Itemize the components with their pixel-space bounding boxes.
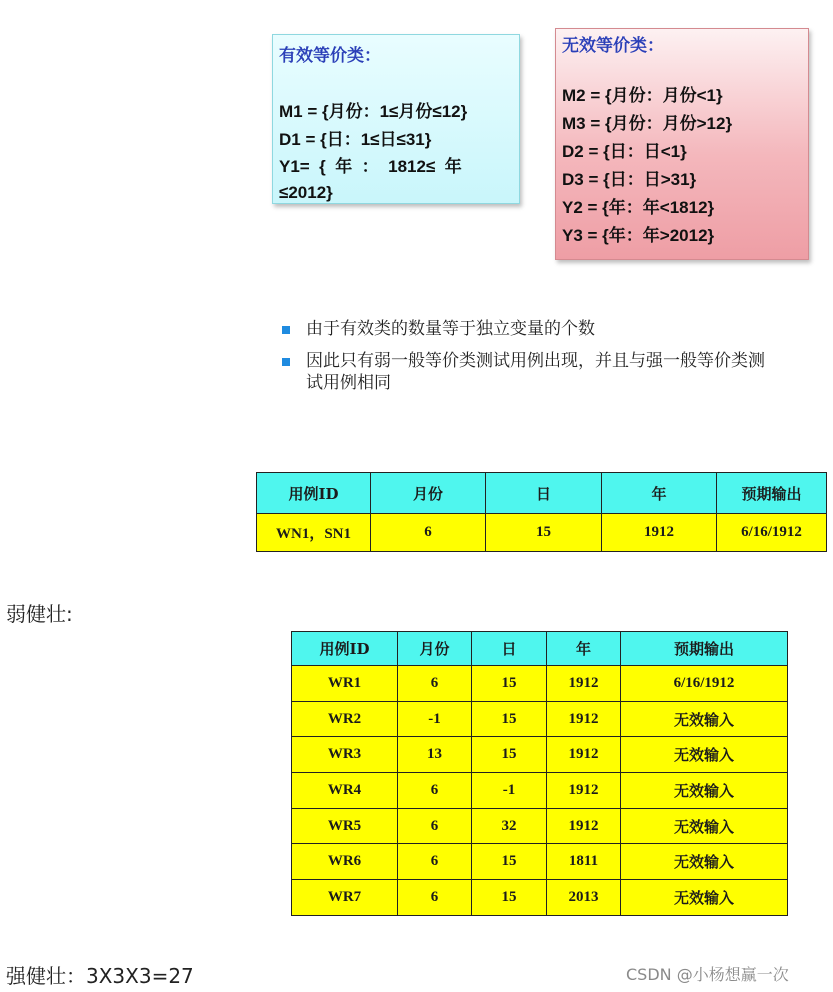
table-row — [292, 701, 788, 737]
cell-month: -1 — [398, 701, 472, 737]
cell-expected-output: 无效输入 — [621, 880, 788, 916]
header-case-id: 用例ID — [292, 632, 398, 666]
table-row — [257, 514, 827, 552]
normal-test-case-table — [256, 472, 827, 552]
valid-classes-title: 有效等价类： — [279, 46, 381, 66]
cell-year: 1912 — [547, 666, 621, 702]
cell-month: 6 — [398, 666, 472, 702]
table-row — [292, 808, 788, 844]
bullet-item — [282, 318, 802, 340]
cell-day: 15 — [486, 514, 602, 552]
cell-day: 15 — [472, 880, 547, 916]
csdn-watermark: CSDN @小杨想赢一次 — [626, 965, 789, 984]
cell-expected-output: 6/16/1912 — [717, 514, 827, 552]
cell-expected-output: 无效输入 — [621, 808, 788, 844]
bullet-text: 因此只有弱一般等价类测试用例出现，并且与强一般等价类测试用例相同 — [306, 351, 765, 393]
cell-case-id: WR3 — [292, 737, 398, 773]
bullet-list — [282, 318, 802, 404]
cell-day: 15 — [472, 737, 547, 773]
bullet-item — [282, 350, 776, 394]
cell-case-id: WR7 — [292, 880, 398, 916]
header-month: 月份 — [398, 632, 472, 666]
cell-day: 15 — [472, 666, 547, 702]
cell-case-id: WR5 — [292, 808, 398, 844]
table-header-row — [292, 632, 788, 666]
header-case-id: 用例ID — [257, 473, 371, 514]
invalid-class-d3: D3 = {日：日>31} — [562, 170, 697, 189]
table-row — [292, 880, 788, 916]
weak-robust-label: 弱健壮: — [6, 602, 73, 626]
invalid-classes-box — [555, 28, 809, 260]
cell-year: 1912 — [547, 808, 621, 844]
header-month: 月份 — [371, 473, 486, 514]
table-row — [292, 773, 788, 809]
header-day: 日 — [486, 473, 602, 514]
table-row — [292, 737, 788, 773]
header-expected-output: 预期输出 — [717, 473, 827, 514]
table-row — [292, 844, 788, 880]
cell-month: 6 — [398, 808, 472, 844]
invalid-class-d2: D2 = {日：日<1} — [562, 142, 687, 161]
valid-class-y1-line2: ≤2012} — [279, 183, 333, 202]
invalid-class-m2: M2 = {月份：月份<1} — [562, 86, 723, 105]
cell-year: 1912 — [602, 514, 717, 552]
cell-month: 6 — [398, 880, 472, 916]
cell-day: -1 — [472, 773, 547, 809]
cell-expected-output: 无效输入 — [621, 773, 788, 809]
strong-robust-label: 强健壮：3X3X3=27 — [6, 964, 194, 988]
cell-case-id: WR2 — [292, 701, 398, 737]
cell-expected-output: 无效输入 — [621, 844, 788, 880]
cell-expected-output: 6/16/1912 — [621, 666, 788, 702]
header-expected-output: 预期输出 — [621, 632, 788, 666]
cell-day: 32 — [472, 808, 547, 844]
cell-expected-output: 无效输入 — [621, 701, 788, 737]
cell-case-id: WR4 — [292, 773, 398, 809]
valid-classes-box — [272, 34, 520, 204]
invalid-classes-title: 无效等价类： — [562, 36, 664, 56]
valid-class-m1: M1 = {月份：1≤月份≤12} — [279, 102, 468, 121]
header-year: 年 — [602, 473, 717, 514]
cell-month: 13 — [398, 737, 472, 773]
table-row — [292, 666, 788, 702]
cell-month: 6 — [398, 773, 472, 809]
cell-month: 6 — [398, 844, 472, 880]
cell-year: 1912 — [547, 773, 621, 809]
cell-month: 6 — [371, 514, 486, 552]
cell-case-id: WR1 — [292, 666, 398, 702]
cell-year: 2013 — [547, 880, 621, 916]
cell-expected-output: 无效输入 — [621, 737, 788, 773]
cell-year: 1811 — [547, 844, 621, 880]
cell-case-id: WR6 — [292, 844, 398, 880]
cell-day: 15 — [472, 844, 547, 880]
valid-class-y1-line1: Y1= { 年 ： 1812≤ 年 — [279, 157, 462, 176]
header-day: 日 — [472, 632, 547, 666]
header-year: 年 — [547, 632, 621, 666]
invalid-class-m3: M3 = {月份：月份>12} — [562, 114, 733, 133]
square-bullet-icon — [282, 358, 290, 366]
cell-case-id: WN1，SN1 — [257, 514, 371, 552]
square-bullet-icon — [282, 326, 290, 334]
cell-day: 15 — [472, 701, 547, 737]
cell-year: 1912 — [547, 737, 621, 773]
table-header-row — [257, 473, 827, 514]
invalid-class-y3: Y3 = {年：年>2012} — [562, 226, 715, 245]
bullet-text: 由于有效类的数量等于独立变量的个数 — [306, 319, 595, 339]
cell-year: 1912 — [547, 701, 621, 737]
valid-class-d1: D1 = {日：1≤日≤31} — [279, 130, 432, 149]
invalid-class-y2: Y2 = {年：年<1812} — [562, 198, 715, 217]
weak-robust-test-case-table — [291, 631, 788, 916]
